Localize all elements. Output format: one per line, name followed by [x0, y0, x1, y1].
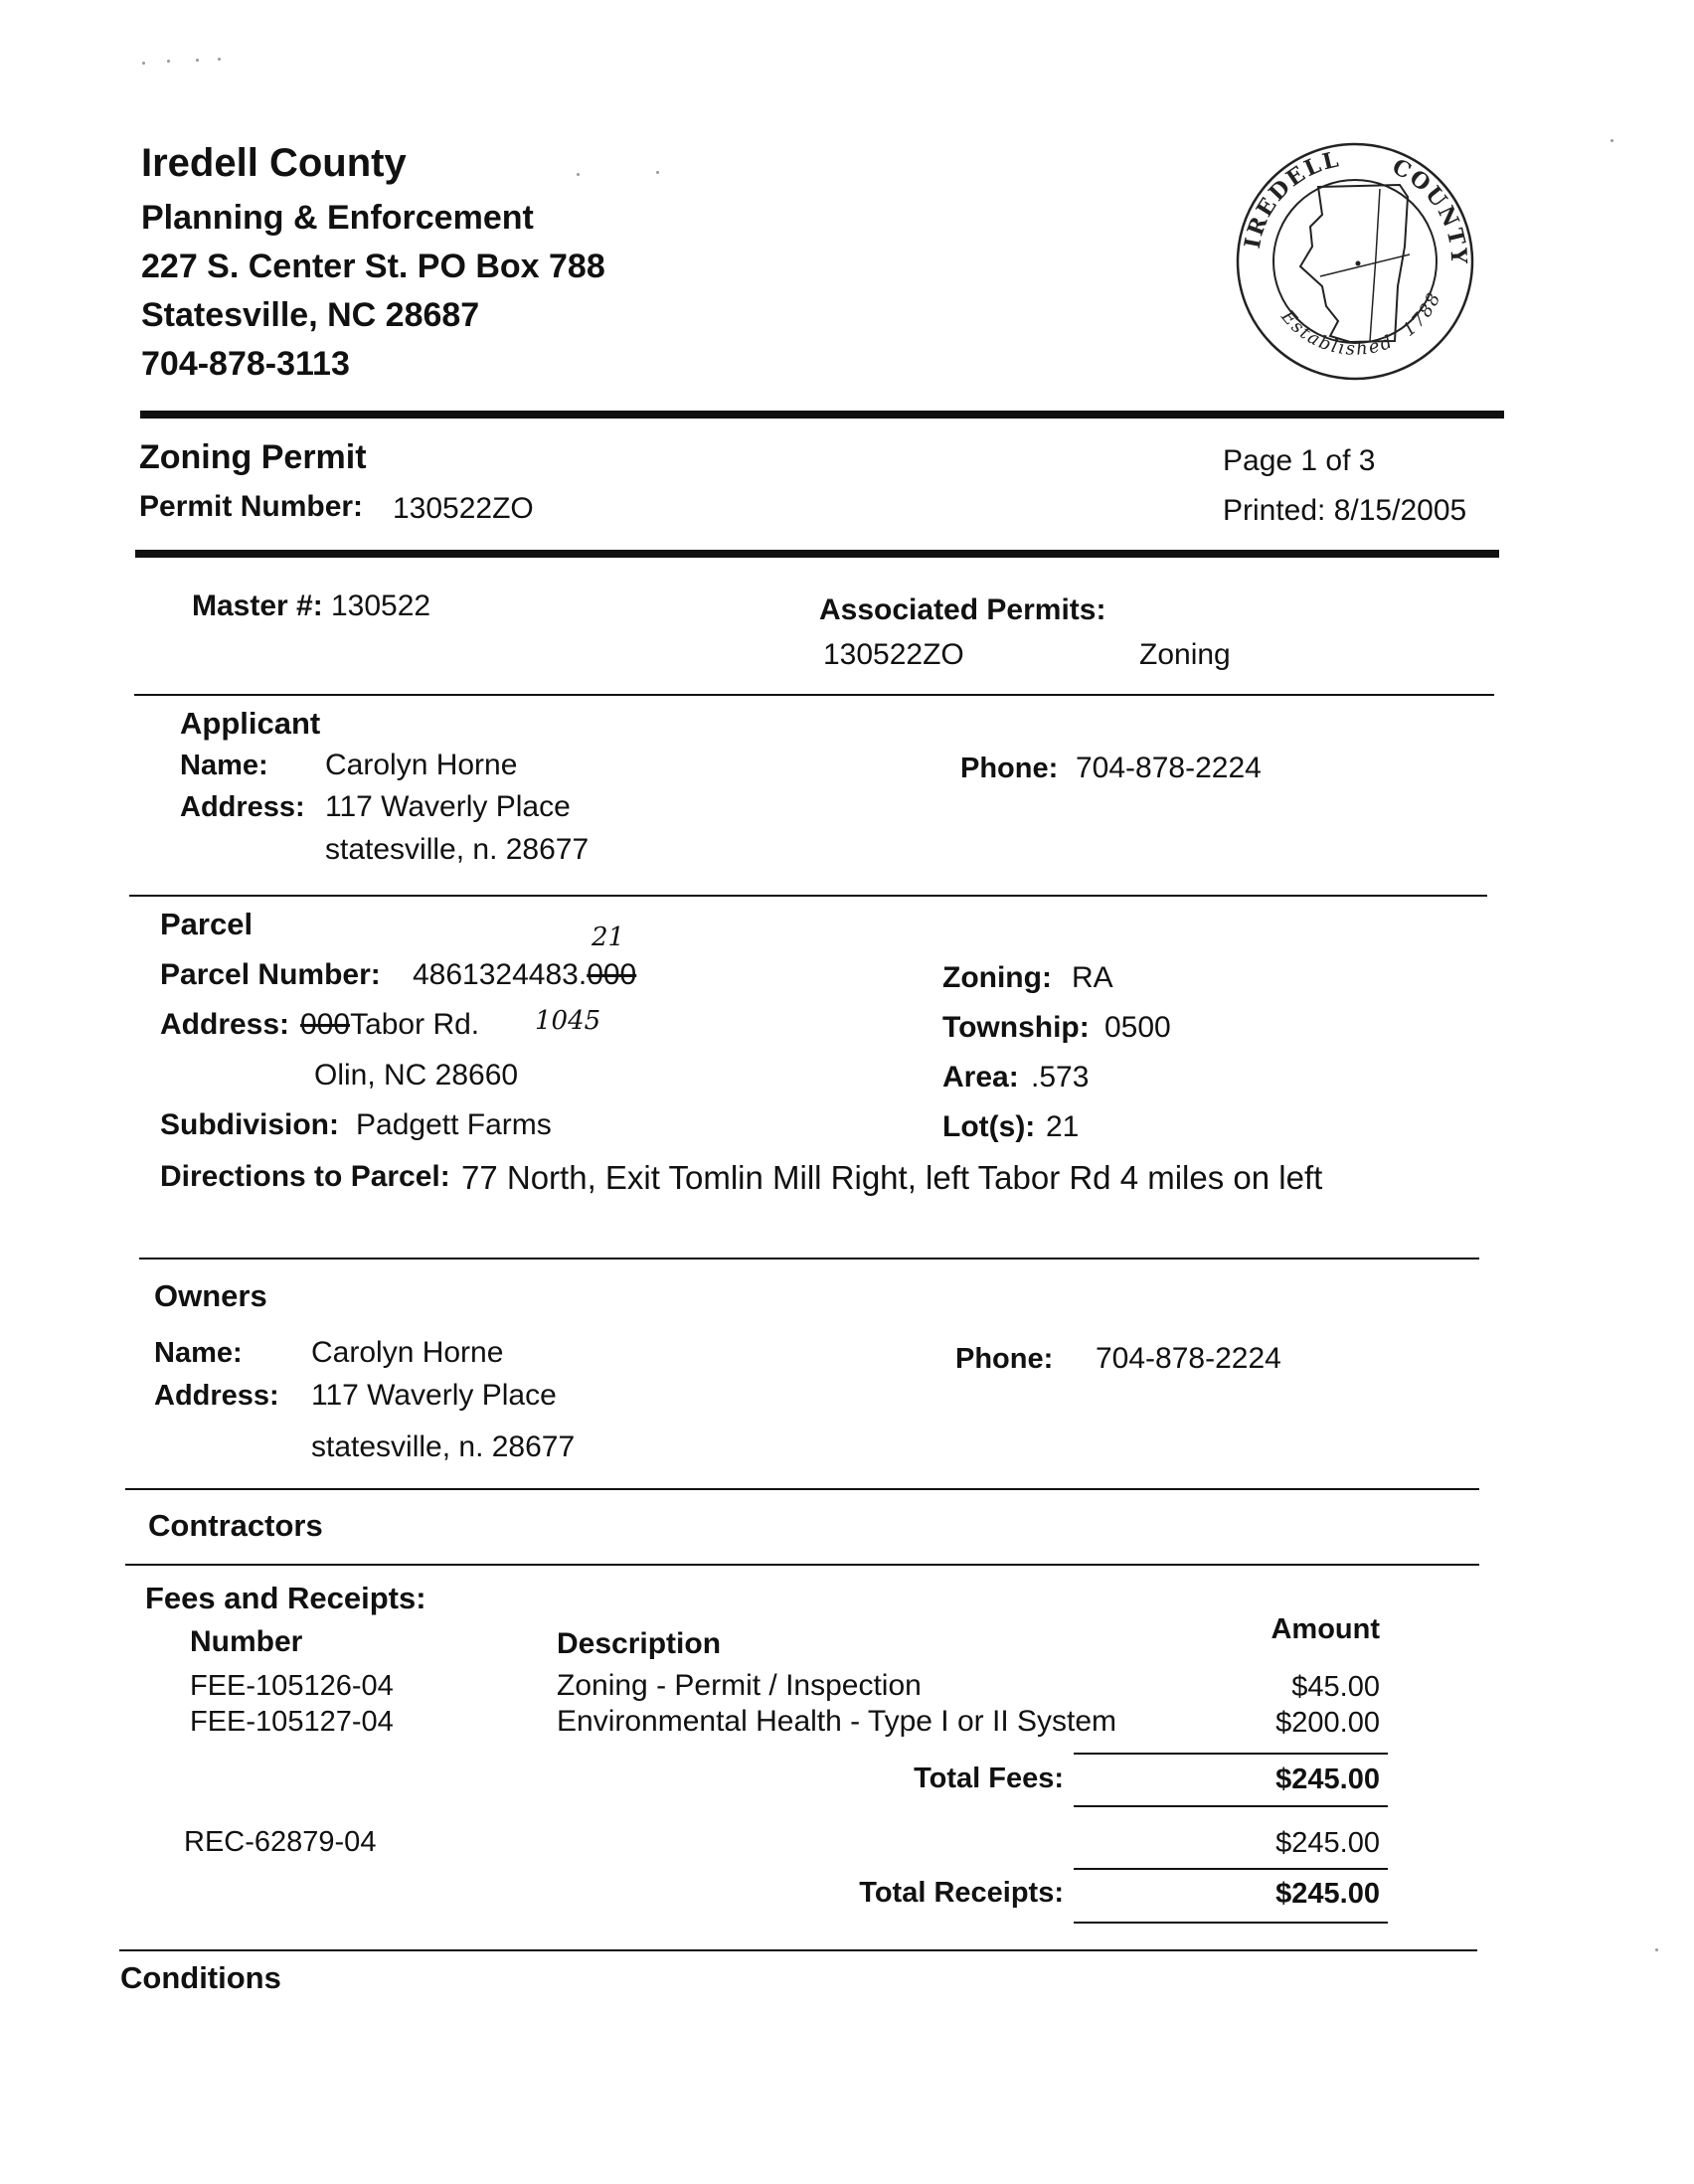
fees-column-amount: Amount [1270, 1613, 1380, 1645]
zoning-label: Zoning: [942, 961, 1052, 994]
parcel-address-handwritten: 1045 [535, 1006, 601, 1036]
scan-speck [196, 59, 199, 62]
total-fees-top-rule [1074, 1753, 1388, 1755]
total-fees-bottom-rule [1074, 1805, 1388, 1807]
total-receipts-top-rule [1074, 1868, 1388, 1870]
receipt-row-number: REC-62879-04 [184, 1826, 377, 1858]
subdivision-label: Subdivision: [160, 1108, 339, 1141]
lots-label: Lot(s): [942, 1110, 1036, 1143]
township-value: 0500 [1104, 1011, 1171, 1044]
fees-column-description: Description [557, 1627, 722, 1660]
total-receipts-label: Total Receipts: [859, 1877, 1064, 1909]
applicant-section-title: Applicant [180, 706, 321, 741]
seal-right-text: COUNTY [1388, 153, 1472, 266]
owner-address-line1: 117 Waverly Place [311, 1379, 557, 1412]
permit-title: Zoning Permit [139, 438, 367, 476]
owner-address-line2: statesville, n. 28677 [311, 1430, 576, 1463]
associated-permit-number: 130522ZO [823, 638, 964, 671]
printed-date: Printed: 8/15/2005 [1223, 494, 1467, 527]
master-number: 130522 [331, 589, 431, 622]
permit-number-label: Permit Number: [139, 490, 364, 523]
scan-speck [577, 173, 580, 176]
subdivision-value: Padgett Farms [356, 1108, 552, 1141]
owner-name-label: Name: [154, 1337, 243, 1369]
fees-column-number: Number [190, 1625, 303, 1658]
permit-number: 130522ZO [393, 492, 534, 525]
scan-speck [656, 171, 659, 174]
section-divider [139, 1258, 1479, 1260]
applicant-address-line2: statesville, n. 28677 [325, 833, 590, 866]
zoning-value: RA [1072, 961, 1113, 994]
fee-row-number: FEE-105127-04 [190, 1706, 394, 1738]
total-fees-label: Total Fees: [914, 1763, 1064, 1794]
area-label: Area: [942, 1061, 1019, 1093]
fee-row-amount: $200.00 [1275, 1707, 1380, 1739]
total-receipts-bottom-rule [1074, 1922, 1388, 1924]
parcel-number-handwritten: 21 [592, 923, 625, 952]
parcel-number: 4861324483.000 [413, 958, 637, 991]
area-value: .573 [1031, 1061, 1090, 1093]
fee-row-amount: $45.00 [1291, 1671, 1380, 1703]
scan-speck [1655, 1948, 1658, 1951]
section-divider [134, 694, 1494, 696]
header-divider [140, 411, 1504, 419]
permit-divider [135, 550, 1499, 558]
receipt-row-amount: $245.00 [1275, 1827, 1380, 1859]
scan-speck [218, 58, 221, 61]
township-label: Township: [942, 1011, 1090, 1044]
owner-name: Carolyn Horne [311, 1336, 504, 1369]
applicant-name: Carolyn Horne [325, 749, 518, 781]
total-receipts-amount: $245.00 [1275, 1878, 1380, 1910]
owner-phone-label: Phone: [955, 1343, 1054, 1375]
owner-phone: 704-878-2224 [1096, 1342, 1281, 1375]
scan-speck [142, 62, 145, 65]
county-seal-icon [1231, 137, 1479, 386]
org-name: Iredell County [141, 141, 407, 185]
associated-permit-type: Zoning [1139, 638, 1231, 671]
applicant-phone-label: Phone: [960, 753, 1059, 784]
fee-row-description: Zoning - Permit / Inspection [557, 1669, 922, 1702]
conditions-section-title: Conditions [120, 1960, 281, 1995]
seal-top-text: IREDELL [1239, 146, 1343, 251]
section-divider [119, 1949, 1477, 1951]
applicant-name-label: Name: [180, 750, 268, 781]
applicant-address-label: Address: [180, 791, 305, 823]
contractors-section-title: Contractors [148, 1508, 323, 1543]
seal-year-text: 1788 [1399, 288, 1446, 341]
svg-text:1788 [1399, 288, 1445, 341]
fees-section-title: Fees and Receipts: [145, 1581, 426, 1615]
fee-row-number: FEE-105126-04 [190, 1670, 394, 1702]
total-fees-amount: $245.00 [1275, 1764, 1380, 1795]
dept-name: Planning & Enforcement [141, 199, 534, 237]
master-label: Master #: [192, 589, 323, 622]
applicant-phone: 704-878-2224 [1076, 752, 1262, 784]
applicant-address-line1: 117 Waverly Place [325, 790, 571, 823]
fee-row-description: Environmental Health - Type I or II System [557, 1705, 1117, 1738]
office-address-line1: 227 S. Center St. PO Box 788 [141, 248, 605, 285]
lots-value: 21 [1046, 1110, 1080, 1143]
section-divider [125, 1564, 1479, 1566]
section-divider [125, 1488, 1479, 1490]
owners-section-title: Owners [154, 1278, 267, 1313]
parcel-section-title: Parcel [160, 907, 254, 941]
parcel-number-label: Parcel Number: [160, 958, 381, 991]
section-divider [129, 895, 1487, 897]
parcel-address-label: Address: [160, 1008, 290, 1041]
parcel-address: 000Tabor Rd. [300, 1008, 480, 1041]
office-phone: 704-878-3113 [141, 345, 350, 383]
directions-value: 77 North, Exit Tomlin Mill Right, left Tabor Rd 4 miles on left [461, 1159, 1323, 1196]
owner-address-label: Address: [154, 1380, 279, 1412]
office-address-line2: Statesville, NC 28687 [141, 296, 480, 334]
parcel-address-line2: Olin, NC 28660 [314, 1059, 519, 1092]
seal-bottom-text: Established [1276, 306, 1398, 360]
scan-speck [167, 60, 170, 63]
page-indicator: Page 1 of 3 [1223, 444, 1376, 477]
scan-speck [1610, 139, 1613, 142]
associated-permits-label: Associated Permits: [819, 593, 1106, 626]
svg-text:Established [1276, 306, 1397, 360]
directions-label: Directions to Parcel: [160, 1160, 450, 1193]
